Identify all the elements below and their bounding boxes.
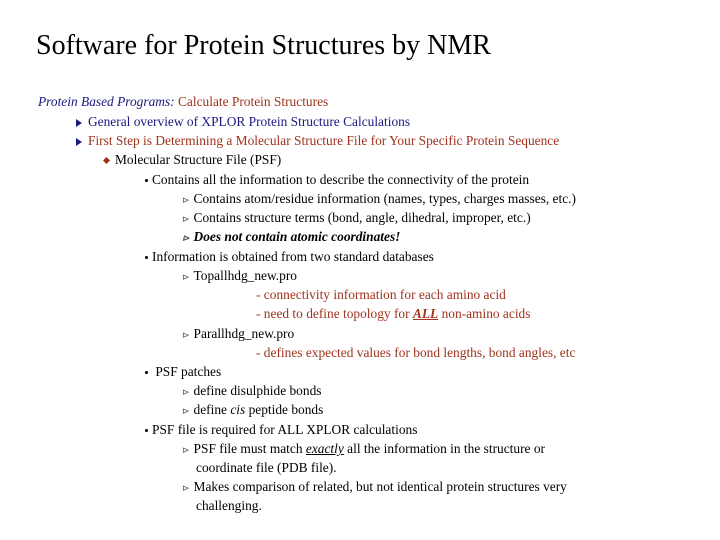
arrow-bullet-icon: ⊳ [182,271,190,282]
arrow-bullet-icon: ⊳ [182,329,190,340]
dot-bullet-icon [145,371,148,374]
list-item: challenging. [196,498,262,513]
section-label: Protein Based Programs: [38,94,175,109]
list-item: ⊳ Contains atom/residue information (names, types, charges masses, etc.) [182,191,576,206]
list-item: Information is obtained from two standard databases [145,249,434,265]
arrow-bullet-icon: ⊳ [182,482,190,493]
list-item: ⊳ Topallhdg_new.pro [182,268,297,283]
arrow-bullet-icon: ⊳ [182,405,190,416]
list-item: - need to define topology for ALL non-amino acids [256,306,531,321]
arrow-bullet-icon: ⊳ [182,386,190,397]
list-item: First Step is Determining a Molecular Structure File for Your Specific Protein Sequence [76,133,559,149]
dot-bullet-icon [145,429,148,432]
triangle-bullet-icon [76,138,82,146]
list-item: General overview of XPLOR Protein Structure Calculations [76,114,410,130]
list-item: ⊳ Contains structure terms (bond, angle, dihedral, improper, etc.) [182,210,531,225]
dot-bullet-icon [145,179,148,182]
list-item: ⊳ define cis peptide bonds [182,402,324,417]
list-item: - defines expected values for bond lengths, bond angles, etc [256,345,576,360]
list-item: PSF patches [145,364,221,380]
list-item: ⊳ Makes comparison of related, but not identical protein structures very [182,479,567,494]
triangle-bullet-icon [76,119,82,127]
arrow-bullet-icon: ⊳ [182,213,190,224]
list-item: ⊳ define disulphide bonds [182,383,322,398]
section-text: Calculate Protein Structures [177,94,329,109]
dot-bullet-icon [145,256,148,259]
list-item: ⊳ Parallhdg_new.pro [182,326,295,341]
list-item: ⊳ PSF file must match exactly all the information in the structure or [182,441,545,456]
list-item: PSF file is required for ALL XPLOR calculations [145,422,417,438]
list-item: coordinate file (PDB file). [196,460,337,475]
list-item: ⊳ Does not contain atomic coordinates! [182,229,401,244]
list-item: Contains all the information to describe the connectivity of the protein [145,172,529,188]
diamond-bullet-icon [103,157,110,164]
section-heading [38,94,328,110]
list-item: - connectivity information for each amino acid [256,287,506,302]
arrow-bullet-icon: ⊳ [182,232,190,243]
list-item: Molecular Structure File (PSF) [104,152,281,168]
arrow-bullet-icon: ⊳ [182,444,190,455]
page-title: Software for Protein Structures by NMR [36,30,491,61]
arrow-bullet-icon: ⊳ [182,194,190,205]
